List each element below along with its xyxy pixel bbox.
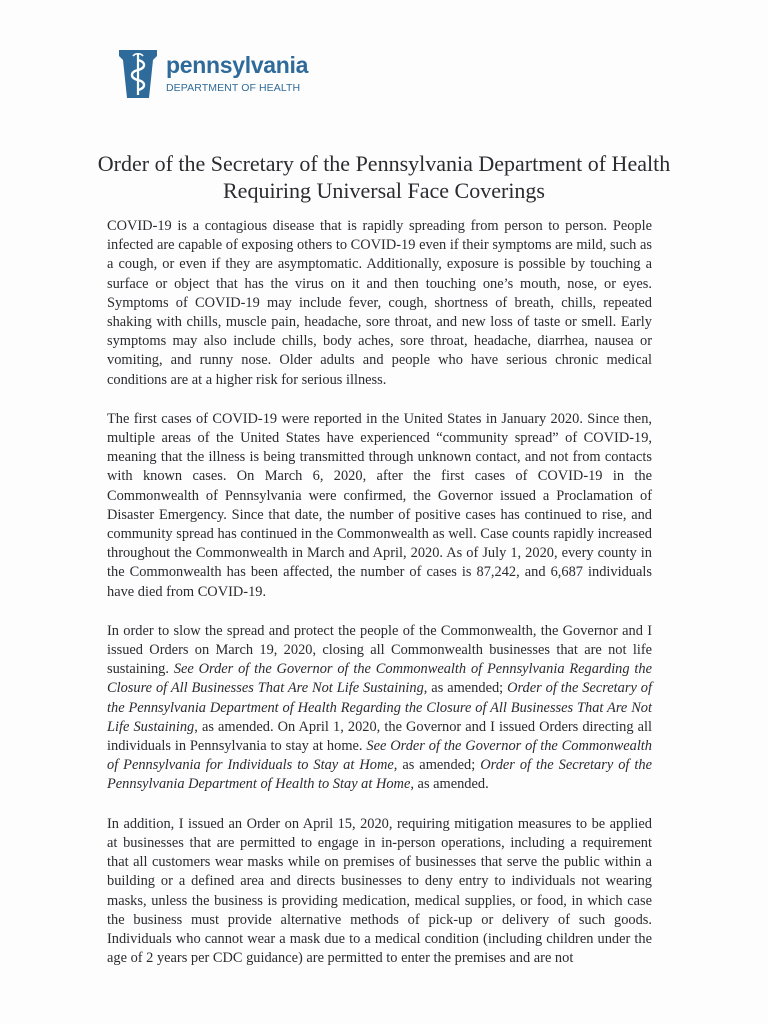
body-paragraph xyxy=(107,622,652,795)
paragraph-text: The first cases of COVID-19 were reported in the United States in January 2020. Since then, multiple areas of the United States have experienced “community spread” of COVID-19, meaning that the illness is being transmitted through unknown contact, and not from contacts with known cases. On March 6, 2020, after the first cases of COVID-19 in the Commonwealth of Pennsylvania were confirmed, the Governor issued a Proclamation of Disaster Emergency. Since that date, the number of positive cases has continued to rise, and community spread has continued in the Commonwealth as well. Case counts rapidly increased throughout the Commonwealth in March and April, 2020. As of July 1, 2020, every county in the Commonwealth has been affected, the number of cases is 87,242, and 6,687 individuals have died from COVID-19. xyxy=(107,410,652,600)
logo-wordmark: pennsylvania xyxy=(166,52,309,78)
body-paragraph xyxy=(107,410,652,602)
paragraph-text: , as amended. On April 1, 2020, the Governor and I issued Orders directing all individuals in Pennsylvania to stay at home. xyxy=(107,718,652,755)
keystone-caduceus-icon xyxy=(116,48,160,100)
paragraph-text: , as amended; xyxy=(393,757,481,774)
document-body xyxy=(107,217,652,988)
citation-text: See Order of the Governor of the Commonwealth of Pennsylvania for Individuals to Stay at Home xyxy=(107,738,653,774)
citation-text: Order of the Secretary of the Pennsylvania Department of Health Regarding the Closure of All Businesses That Are Not Life Sustaining xyxy=(107,680,652,735)
logo-department: DEPARTMENT OF HEALTH xyxy=(166,82,301,94)
pa-health-logo xyxy=(116,48,336,104)
citation-text: See Order of the Governor of the Commonwealth of Pennsylvania Regarding the Closure of All Businesses That Are Not Life Sustaining, xyxy=(107,661,652,697)
body-paragraph xyxy=(107,815,652,969)
document-title: Order of the Secretary of the Pennsylvania Department of Health Requiring Universal Face Coverings xyxy=(97,151,671,203)
paragraph-text: as amended. xyxy=(413,776,489,793)
paragraph-text: COVID-19 is a contagious disease that is rapidly spreading from person to person. People infected are capable of exposing others to COVID-19 even if their symptoms are mild, such as a cough, or even if they are asymptomatic. Additionally, exposure is possible by touching a surface or object that has the virus on it and then touching one’s mouth, nose, or eyes. Symptoms of COVID-19 may include fever, cough, shortness of breath, chills, repeated shaking with chills, muscle pain, headache, sore throat, and new loss of taste or smell. Early symptoms may also include chills, body aches, sore throat, headache, diarrhea, nausea or vomiting, and runny nose. Older adults and people who have serious chronic medical conditions are at a higher risk for serious illness. xyxy=(107,218,652,388)
body-paragraph xyxy=(107,217,652,390)
paragraph-text: as amended; xyxy=(427,680,508,697)
paragraph-text: In addition, I issued an Order on April 15, 2020, requiring mitigation measures to be applied at businesses that are permitted to engage in in-person operations, including a requirement that all customers wear masks while on premises of businesses that serve the public within a building or a defined area and directs businesses to deny entry to individuals not wearing masks, unless the business is providing medication, medical supplies, or food, in which case the business must provide alternative methods of pick-up or delivery of such goods. Individuals who cannot wear a mask due to a medical condition (including children under the age of 2 years per CDC guidance) are permitted to enter the premises and are not xyxy=(107,815,652,967)
citation-text: Order of the Secretary of the Pennsylvania Department of Health to Stay at Home, xyxy=(107,757,652,793)
paragraph-text: In order to slow the spread and protect the people of the Commonwealth, the Governor and I issued Orders on March 19, 2020, closing all Commonwealth businesses that are not life sustaining. xyxy=(107,622,652,678)
